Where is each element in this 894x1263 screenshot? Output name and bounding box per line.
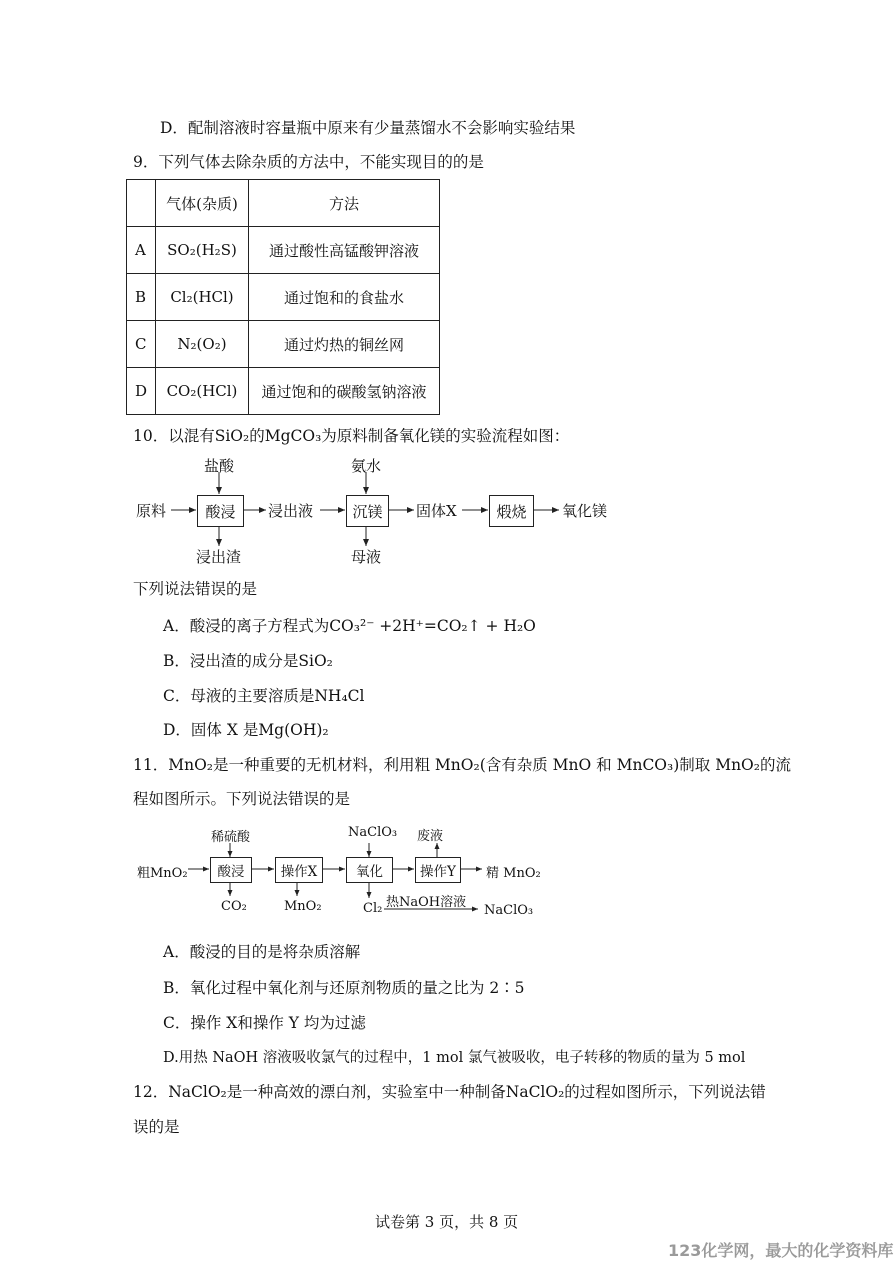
q11-stem-line2: 程如图所示。下列说法错误的是 [133, 790, 351, 808]
q11-option-a: A．酸浸的目的是将杂质溶解 [163, 943, 361, 961]
flow-step-acid-leach: 酸浸 [210, 857, 252, 883]
watermark: 123化学网，最大的化学资料库 [668, 1241, 894, 1260]
q10-option-c: C．母液的主要溶质是NH₄Cl [163, 687, 365, 705]
flow-mother-liquor: 母液 [351, 548, 382, 566]
flow-step-acid-leach: 酸浸 [197, 495, 244, 527]
row-method: 通过酸性高锰酸钾溶液 [249, 227, 440, 274]
table-header-cell: 方法 [249, 180, 440, 227]
q12-stem-line2: 误的是 [133, 1118, 180, 1136]
page-number: 试卷第 3 页，共 8 页 [375, 1213, 519, 1231]
flow-gas-co2: CO₂ [221, 899, 247, 914]
q10-option-a: A．酸浸的离子方程式为CO₃²⁻ +2H⁺=CO₂↑ + H₂O [163, 617, 536, 635]
row-gas: N₂(O₂) [156, 321, 249, 368]
flow-reagent-h2so4: 稀硫酸 [211, 830, 251, 845]
q10-stem: 10．以混有SiO₂的MgCO₃为原料制备氧化镁的实验流程如图： [133, 427, 570, 445]
row-gas: CO₂(HCl) [156, 368, 249, 415]
q8-option-d: D．配制溶液时容量瓶中原来有少量蒸馏水不会影响实验结果 [160, 119, 576, 137]
flow-step-operation-y: 操作Y [415, 857, 461, 883]
q11-option-d: D.用热 NaOH 溶液吸收氯气的过程中，1 mol 氯气被吸收，电子转移的物质的量为 5 mol [163, 1050, 746, 1066]
q9-stem: 9．下列气体去除杂质的方法中，不能实现目的的是 [133, 153, 484, 171]
row-gas: Cl₂(HCl) [156, 274, 249, 321]
row-gas: SO₂(H₂S) [156, 227, 249, 274]
flow-residue: 浸出渣 [196, 548, 242, 566]
flow-absorb-label: 热NaOH溶液 [386, 895, 467, 910]
row-label: B [127, 274, 156, 321]
flow-reagent-naclo3: NaClO₃ [348, 825, 398, 840]
q11-option-b: B．氧化过程中氧化剂与还原剂物质的量之比为 2∶5 [163, 979, 525, 997]
flow-step-calcine: 煅烧 [489, 495, 534, 527]
row-method: 通过饱和的碳酸氢钠溶液 [249, 368, 440, 415]
q12-stem-line1: 12．NaClO₂是一种高效的漂白剂，实验室中一种制备NaClO₂的过程如图所示，下列说法错 [133, 1083, 766, 1101]
row-label: A [127, 227, 156, 274]
flow-waste-liquid: 废液 [417, 829, 444, 844]
flow-solid-mno2: MnO₂ [284, 899, 322, 914]
flow-raw-material: 原料 [136, 502, 167, 520]
q10-option-b: B．浸出渣的成分是SiO₂ [163, 652, 333, 670]
flow-product-mgo: 氧化镁 [562, 502, 608, 520]
flow-reagent-hcl: 盐酸 [204, 457, 235, 475]
row-label: D [127, 368, 156, 415]
q10-prompt: 下列说法错误的是 [133, 580, 258, 598]
row-method: 通过饱和的食盐水 [249, 274, 440, 321]
flow-gas-cl2: Cl₂ [363, 901, 383, 916]
flow-crude-mno2: 粗MnO₂ [137, 866, 188, 881]
row-method: 通过灼热的铜丝网 [249, 321, 440, 368]
flow-step-precipitate-mg: 沉镁 [346, 495, 389, 527]
flow-product-mno2: 精 MnO₂ [486, 866, 541, 881]
q10-option-d: D．固体 X 是Mg(OH)₂ [163, 721, 329, 739]
q11-option-c: C．操作 X和操作 Y 均为过滤 [163, 1014, 366, 1032]
flow-reagent-ammonia: 氨水 [351, 457, 382, 475]
table-header-cell: 气体(杂质) [156, 180, 249, 227]
flow-absorb-product: NaClO₃ [484, 903, 534, 918]
flow-step-oxidation: 氧化 [346, 857, 393, 883]
flow-solid-x: 固体X [416, 502, 457, 520]
flow-leachate: 浸出液 [268, 502, 314, 520]
flow-step-operation-x: 操作X [275, 857, 323, 883]
q11-stem-line1: 11．MnO₂是一种重要的无机材料，利用粗 MnO₂(含有杂质 MnO 和 MnCO₃)制取 MnO₂的流 [133, 756, 791, 774]
row-label: C [127, 321, 156, 368]
